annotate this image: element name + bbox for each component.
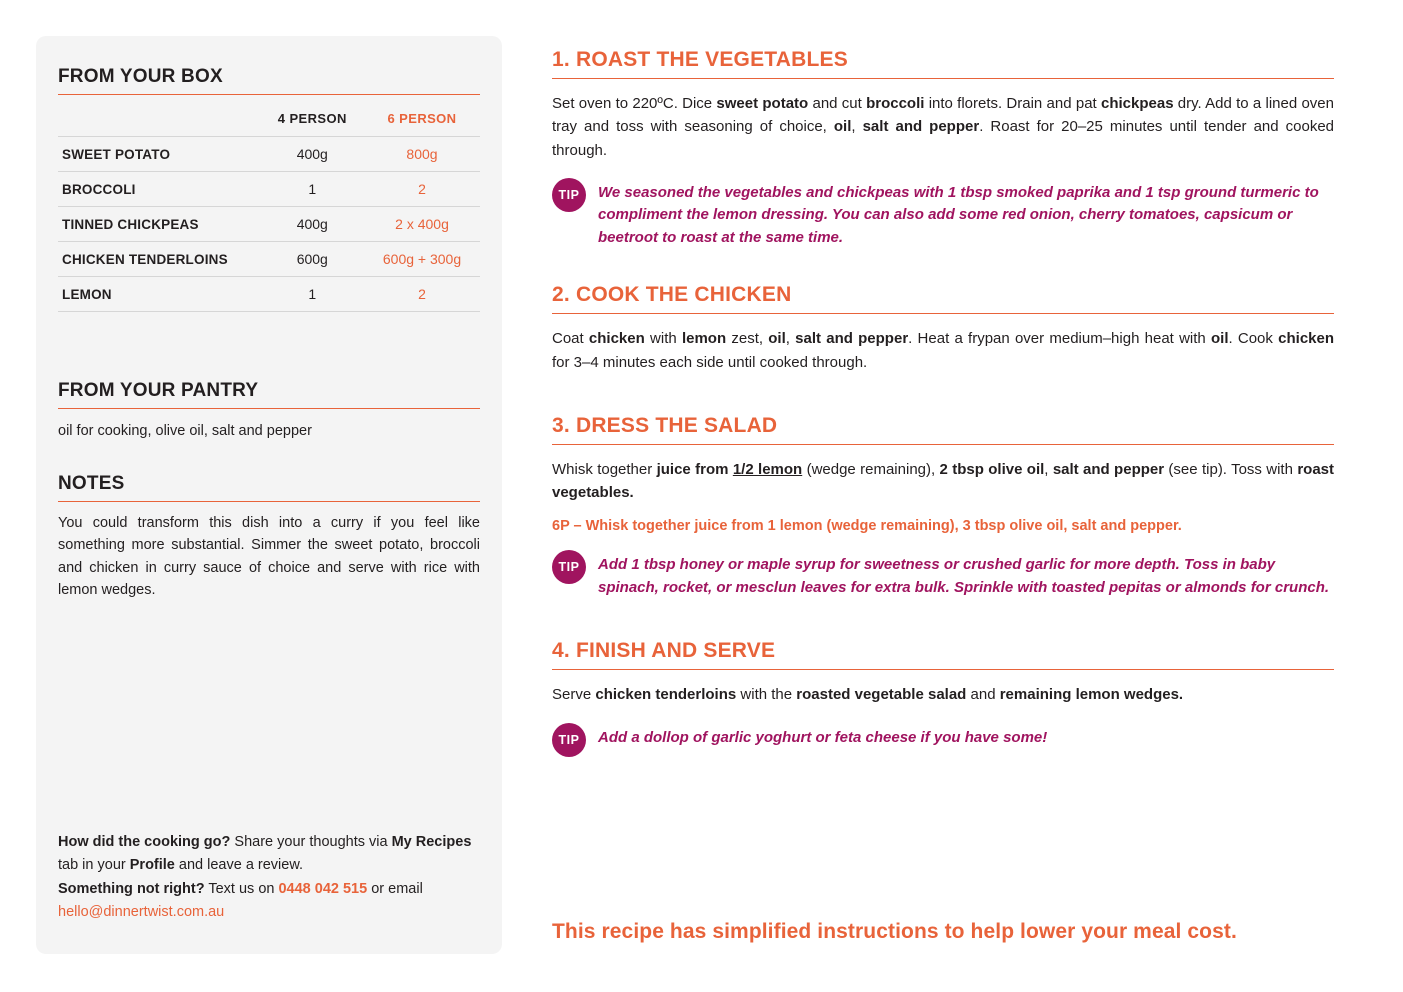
tip-row <box>552 550 1334 599</box>
tip-badge-icon: TIP <box>552 178 586 212</box>
feedback-line-2 <box>58 878 480 924</box>
from-your-box-heading: FROM YOUR BOX <box>58 66 223 87</box>
ingredient-name: TINNED CHICKPEAS <box>58 207 261 242</box>
table-row <box>58 207 480 242</box>
feedback-line-1 <box>58 831 480 877</box>
spacer-cell <box>364 312 480 353</box>
divider <box>552 78 1334 79</box>
profile-label: Profile <box>129 857 175 874</box>
feedback-footer <box>58 831 480 924</box>
support-phone[interactable]: 0448 042 515 <box>278 880 368 897</box>
tip-text: Add 1 tbsp honey or maple syrup for sweetness or crushed garlic for more depth. Toss in baby spinach, rocket, or mesclun leaves for extra bulk. Sprinkle with toasted pepitas or almonds for crunch. <box>598 556 1330 596</box>
spacer-cell <box>58 312 261 353</box>
qty-6-person: 2 x 400g <box>364 207 480 242</box>
spacer-cell <box>261 312 364 353</box>
support-question: Something not right? <box>58 880 205 897</box>
table-row <box>58 277 480 312</box>
pantry-text: oil for cooking, olive oil, salt and pepper <box>58 423 312 439</box>
ingredients-table <box>58 105 480 352</box>
qty-4-person: 400g <box>261 137 364 172</box>
ingredient-name: BROCCOLI <box>58 172 261 207</box>
feedback-question: How did the cooking go? <box>58 834 231 851</box>
table-row <box>58 172 480 207</box>
six-person-variation: 6P – Whisk together juice from 1 lemon (wedge remaining), 3 tbsp olive oil, salt and pepper. <box>552 518 1182 535</box>
tip-text: Add a dollop of garlic yoghurt or feta cheese if you have some! <box>598 728 1048 746</box>
notes-heading: NOTES <box>58 472 125 494</box>
step-4 <box>552 639 1334 756</box>
ingredient-name: LEMON <box>58 277 261 312</box>
table-row <box>58 242 480 277</box>
step-body: Coat chicken with lemon zest, oil, salt and pepper. Heat a frypan over medium–high heat with oil. Cook chicken for 3–4 minutes each side until cooked through. <box>552 330 1335 371</box>
qty-4-person: 1 <box>261 172 364 207</box>
feedback-text: Share your thoughts via <box>230 834 392 851</box>
divider <box>58 501 480 502</box>
column-header-ingredient <box>58 105 261 137</box>
qty-6-person: 2 <box>364 172 480 207</box>
instructions-column <box>552 48 1334 783</box>
qty-4-person: 400g <box>261 207 364 242</box>
step-1 <box>552 48 1334 249</box>
ingredients-table-body <box>58 137 480 353</box>
table-header-row <box>58 105 480 137</box>
step-title: 3. DRESS THE SALAD <box>552 413 778 437</box>
step-body: Set oven to 220ºC. Dice sweet potato and cut broccoli into florets. Drain and pat chickpeas dry. Add to a lined oven tray and toss with seasoning of choice, oil, salt and pepper. Roast for 20–25 minutes until tender and cooked through. <box>552 95 1334 159</box>
ingredient-name: CHICKEN TENDERLOINS <box>58 242 261 277</box>
feedback-text: and leave a review. <box>174 857 304 874</box>
step-3 <box>552 414 1334 600</box>
step-title: 1. ROAST THE VEGETABLES <box>552 48 848 71</box>
step-body: Whisk together juice from 1/2 lemon (wedge remaining), 2 tbsp olive oil, salt and pepper (see tip). Toss with roast vegetables. <box>552 460 1334 501</box>
divider <box>552 444 1334 445</box>
cost-note: This recipe has simplified instructions to help lower your meal cost. <box>552 920 1237 943</box>
from-your-pantry-heading: FROM YOUR PANTRY <box>58 380 259 401</box>
qty-4-person: 1 <box>261 277 364 312</box>
table-row <box>58 137 480 172</box>
qty-4-person: 600g <box>261 242 364 277</box>
qty-6-person: 600g + 300g <box>364 242 480 277</box>
step-title: 4. FINISH AND SERVE <box>552 639 776 663</box>
divider <box>552 313 1334 314</box>
table-spacer-row <box>58 312 480 353</box>
ingredients-panel <box>36 36 502 954</box>
step-body: Serve chicken tenderloins with the roasted vegetable salad and remaining lemon wedges. <box>552 686 1184 704</box>
notes-text: You could transform this dish into a curry if you feel like something more substantial. Simmer the sweet potato, broccoli and chicken in curry sauce of choice and serve with rice with lemon wedges. <box>58 514 480 599</box>
tip-badge-icon: TIP <box>552 550 586 584</box>
divider <box>58 408 480 409</box>
support-text: Text us on <box>204 880 279 897</box>
feedback-text: tab in your <box>58 857 130 874</box>
divider <box>552 669 1334 670</box>
column-header-6-person: 6 PERSON <box>364 105 480 137</box>
tip-row <box>552 178 1334 250</box>
tip-badge-icon: TIP <box>552 723 586 757</box>
step-title: 2. COOK THE CHICKEN <box>552 283 792 307</box>
column-header-4-person: 4 PERSON <box>261 105 364 137</box>
my-recipes-label: My Recipes <box>391 834 472 851</box>
tip-row <box>552 723 1334 757</box>
qty-6-person: 800g <box>364 137 480 172</box>
qty-6-person: 2 <box>364 277 480 312</box>
divider <box>58 94 480 95</box>
support-email[interactable]: hello@dinnertwist.com.au <box>58 903 225 920</box>
step-2 <box>552 283 1334 374</box>
support-text: or email <box>367 880 423 897</box>
ingredient-name: SWEET POTATO <box>58 137 261 172</box>
tip-text: We seasoned the vegetables and chickpeas with 1 tbsp smoked paprika and 1 tsp ground turmeric to compliment the lemon dressing. You can also add some red onion, cherry tomatoes, capsicum or beetroot to roast at the same time. <box>598 183 1319 246</box>
